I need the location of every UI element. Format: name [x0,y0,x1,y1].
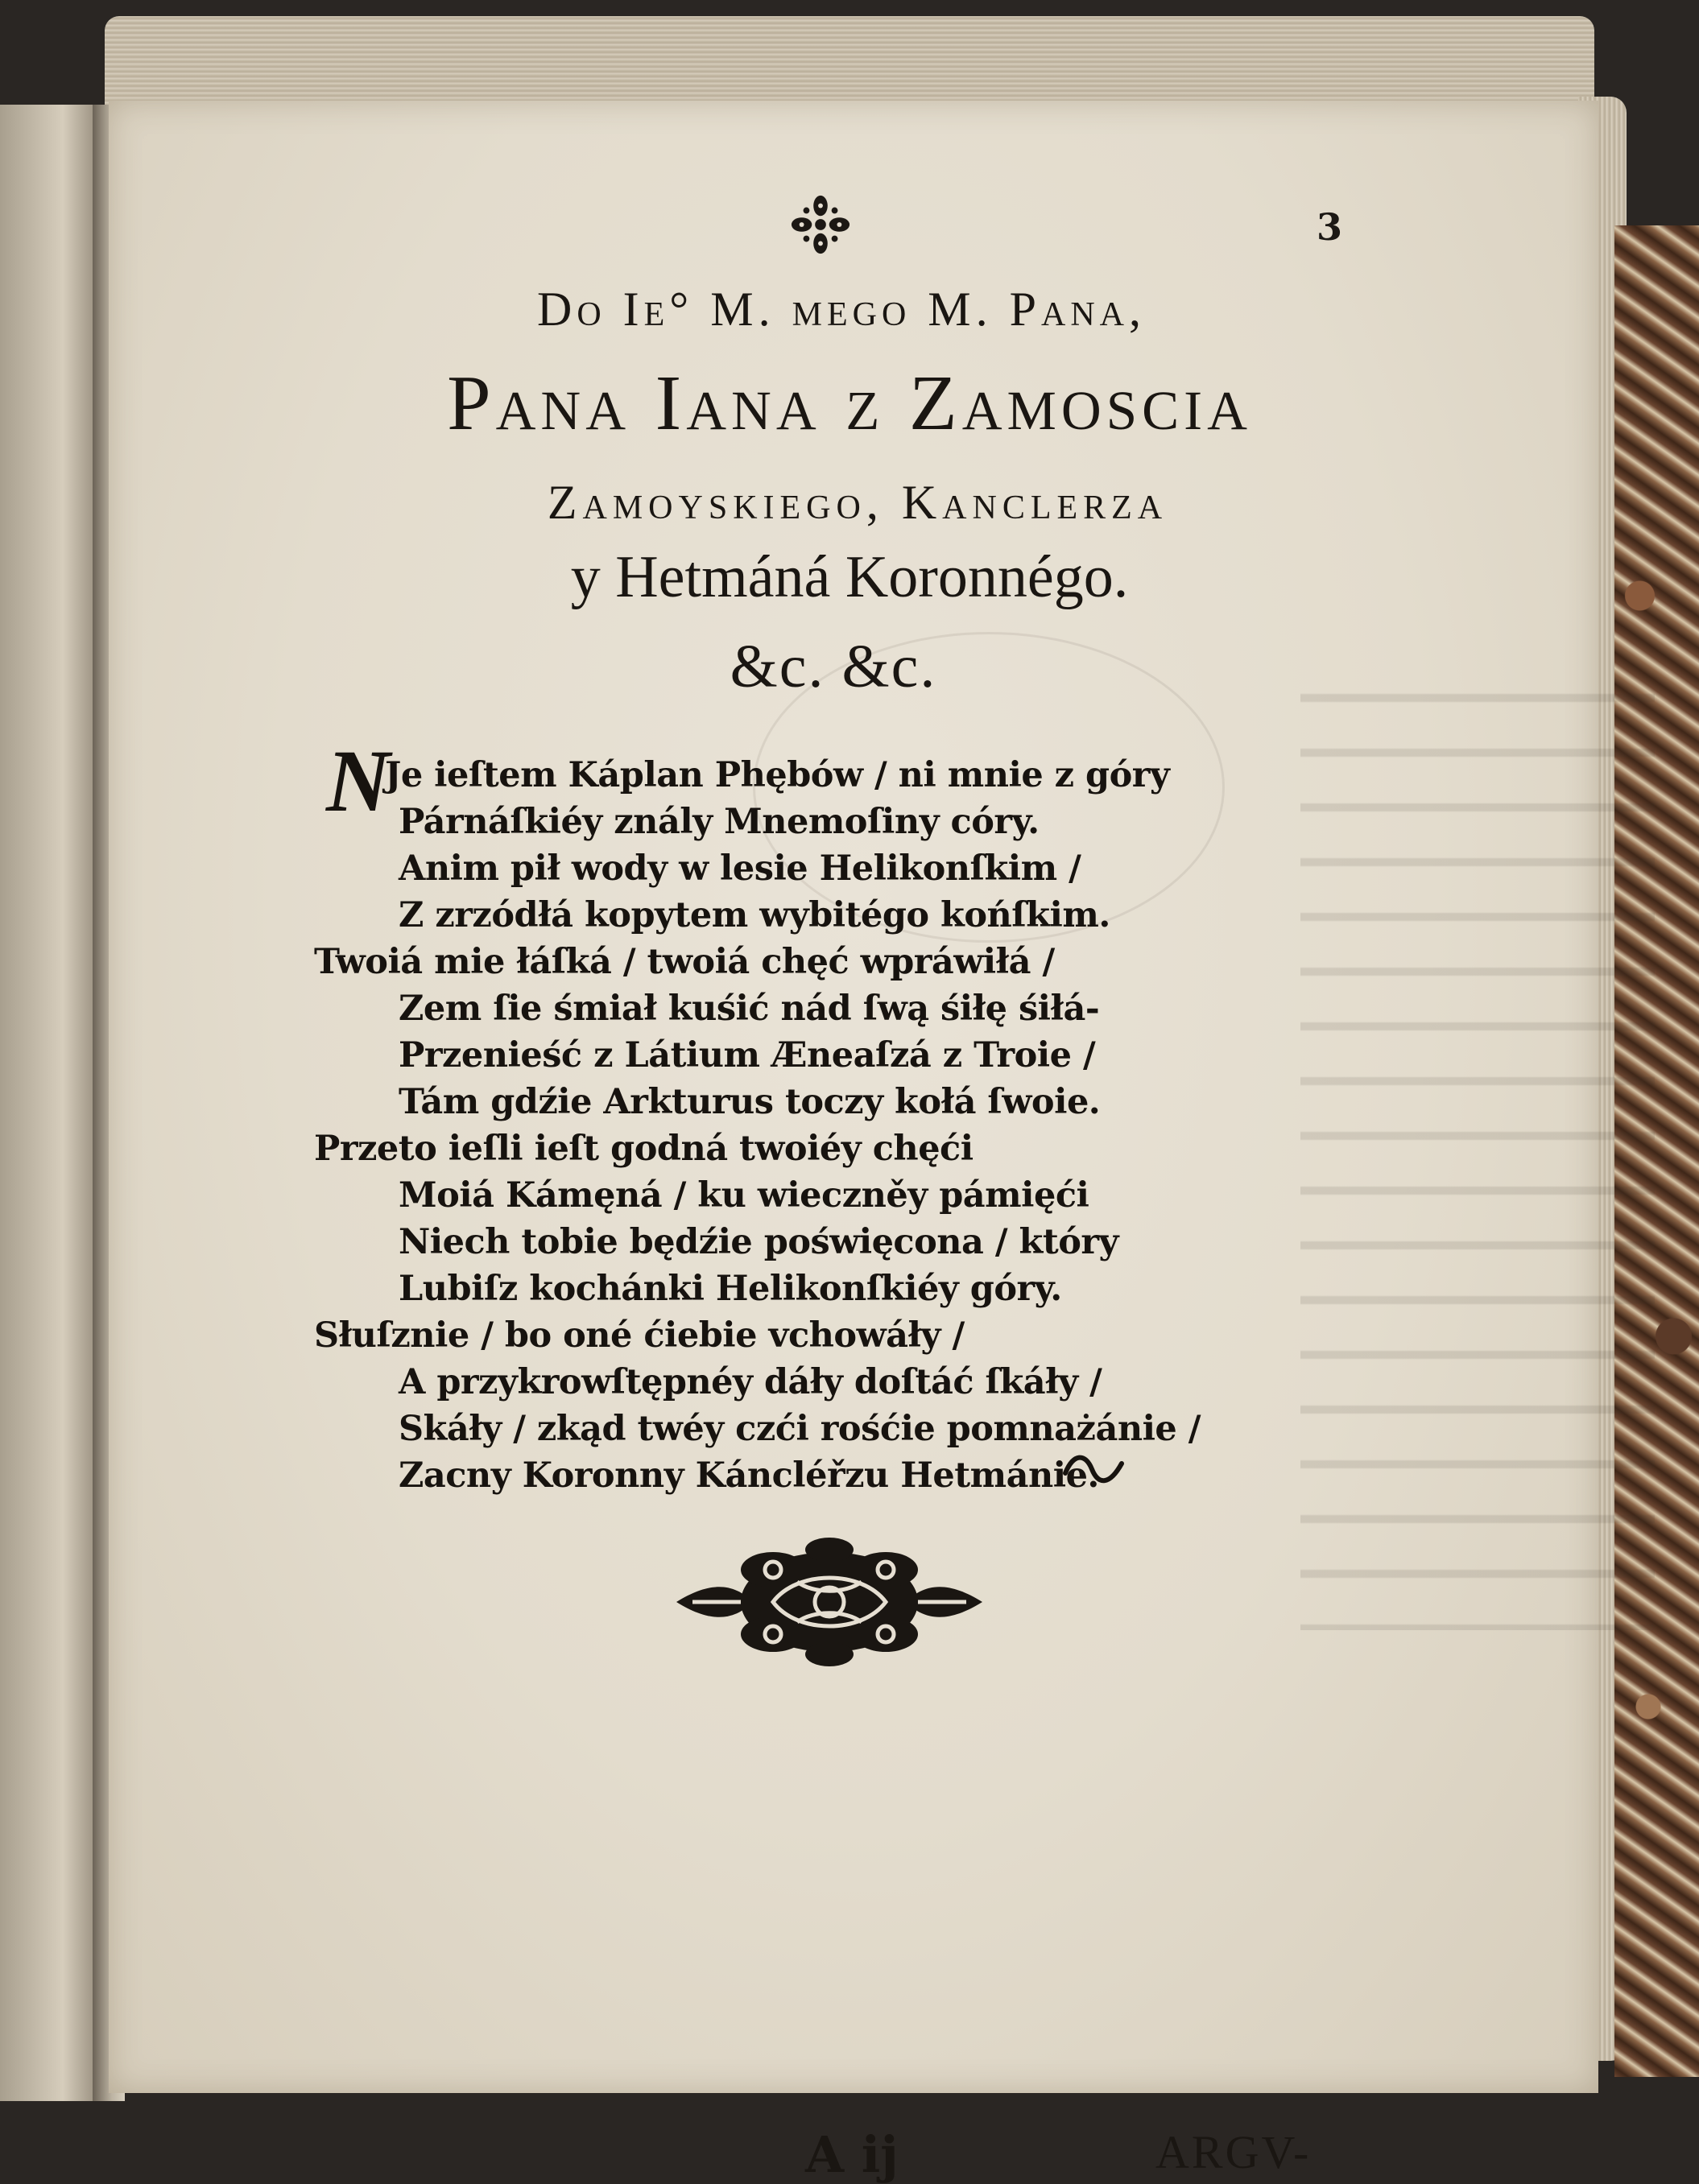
poem-line: Twoiá mie łáſká / twoiá chęć wpráwiłá / [314,942,1055,982]
poem-line: Niech tobie będźie poświęcona / który [399,1222,1119,1262]
tailpiece-ornament-icon [676,1538,982,1666]
poem-line: Je ieſtem Káplan Phębów / ni mnie z góry [385,755,1170,795]
poem-line: Lubiſz kochánki Helikonſkiéy góry. [399,1269,1062,1309]
page-edges-top [105,16,1594,109]
dedication-heading-line-4: y Hetmáná Koronnégo. [570,544,1129,610]
poem-line: Anim pił wody w lesie Helikonſkim / [399,848,1081,889]
poem-line: Zacny Koronny Káncléřzu Hetmánie. [399,1455,1099,1496]
poem-line: A przykrowſtępnéy dáły doſtáć ſkáły / [399,1362,1102,1402]
poem-line: Tám gdźie Arkturus toczy kołá ſwoie. [399,1082,1101,1122]
fleuron-icon [789,193,852,256]
dedication-heading-line-2: Pana Iana z Zamoscia [447,360,1252,447]
poem-line: Przeto ieſli ieſt godná twoiéy chęći [314,1129,974,1169]
poem-line: Skáły / zkąd twéy czći rośćie pomnażánie / [399,1409,1201,1449]
page-number: 3 [1317,205,1343,249]
drop-cap: N [326,732,391,830]
poem-line: Z zrzódłá kopytem wybitégo końſkim. [399,895,1110,935]
poem-line: Przenieść z Látium Æneaſzá z Troie / [399,1035,1096,1075]
catchword: ARGV- [1155,2126,1312,2178]
poem-line: Párnáſkiéy znály Mnemoſiny córy. [399,802,1040,842]
poem-line: Moiá Kámęná / ku wieczněy pámięći [399,1175,1089,1216]
poem-line: Słuſznie / bo oné ćiebie vchowáły / [314,1315,965,1356]
dedication-heading-line-1: Do Ie° M. mego M. Pana, [536,283,1146,336]
ink-bleed-through [1300,664,1655,1630]
line-end-flourish-icon [1061,1449,1126,1489]
signature-mark: A ij [805,2125,899,2184]
poem-line: Zem ſie śmiał kuśić nád ſwą śiłę śiłá- [399,989,1100,1029]
dedication-heading-line-5: &c. &c. [730,633,937,700]
dedication-heading-line-3: Zamoyskiego, Kanclerza [547,476,1168,529]
